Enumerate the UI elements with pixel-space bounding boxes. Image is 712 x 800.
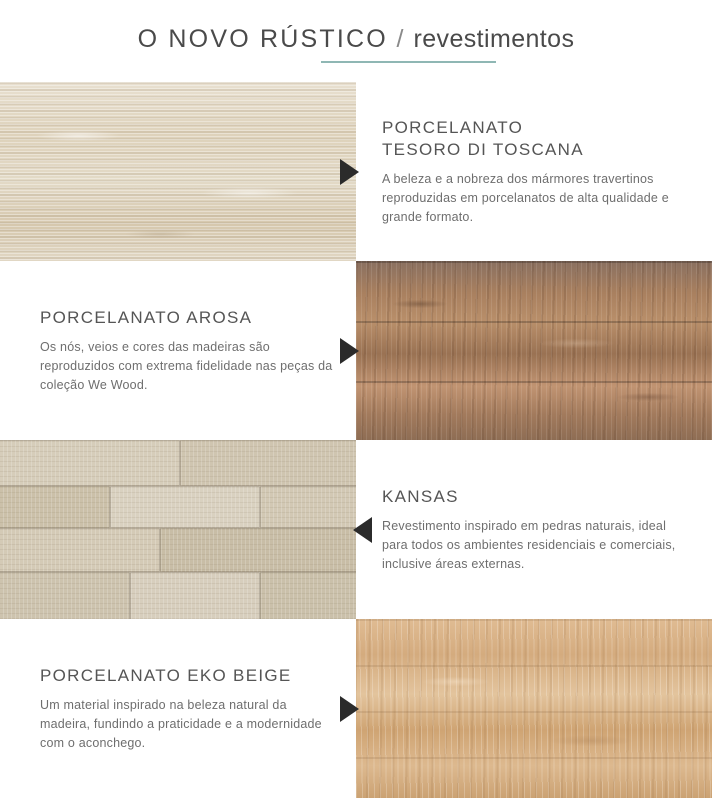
material-description: Revestimento inspirado em pedras naturais, ideal para todos os ambientes residenciais e comerciais, inclusive áreas externas. bbox=[382, 518, 676, 571]
material-text-arosa bbox=[0, 261, 356, 440]
page-header bbox=[0, 0, 712, 82]
material-title bbox=[40, 665, 334, 687]
travertine-texture-swatch bbox=[0, 82, 356, 261]
page-title-sub: revestimentos bbox=[413, 25, 575, 53]
material-title-line1: PORCELANATO EKO BEIGE bbox=[40, 665, 292, 685]
content-row bbox=[0, 82, 712, 261]
stone-brick bbox=[0, 528, 160, 572]
material-title-line1: PORCELANATO bbox=[382, 117, 524, 137]
material-description: A beleza e a nobreza dos mármores travertinos reproduzidas em porcelanatos de alta qualidade e grande formato. bbox=[382, 171, 669, 224]
material-text-kansas bbox=[356, 440, 712, 619]
stone-brick bbox=[110, 486, 260, 528]
pointer-arrow-icon bbox=[340, 696, 359, 722]
content-row bbox=[0, 440, 712, 619]
material-title-line1: KANSAS bbox=[382, 486, 459, 506]
pointer-arrow-icon bbox=[340, 159, 359, 185]
stone-brick bbox=[260, 486, 356, 528]
material-image-eko-beige bbox=[356, 619, 712, 798]
stone-brick bbox=[0, 486, 110, 528]
stone-brick bbox=[180, 440, 356, 486]
material-title-line1: PORCELANATO AROSA bbox=[40, 307, 253, 327]
pointer-arrow-icon bbox=[340, 338, 359, 364]
content-row bbox=[0, 261, 712, 440]
page-title-separator: / bbox=[396, 25, 405, 53]
material-text-eko-beige bbox=[0, 619, 356, 798]
stone-brick bbox=[260, 572, 356, 619]
material-image-tesoro-di-toscana bbox=[0, 82, 356, 261]
material-title bbox=[382, 117, 686, 161]
pointer-arrow-icon bbox=[353, 517, 372, 543]
stone-brick bbox=[0, 440, 180, 486]
stone-brick bbox=[160, 528, 356, 572]
stone-brick bbox=[0, 572, 130, 619]
material-image-kansas bbox=[0, 440, 356, 619]
material-title-line2: TESORO DI TOSCANA bbox=[382, 139, 584, 159]
material-text-tesoro-di-toscana bbox=[356, 82, 712, 261]
title-underline-rule bbox=[321, 61, 496, 63]
page-title-main: O NOVO RÚSTICO bbox=[137, 25, 388, 53]
material-description: Um material inspirado na beleza natural da madeira, fundindo a praticidade e a modernidade com o aconchego. bbox=[40, 697, 322, 750]
stone-texture-swatch bbox=[0, 440, 356, 619]
material-description: Os nós, veios e cores das madeiras são reproduzidos com extrema fidelidade nas peças da coleção We Wood. bbox=[40, 339, 333, 392]
material-title bbox=[40, 307, 334, 329]
stone-brick bbox=[130, 572, 260, 619]
oak-wood-texture-swatch bbox=[356, 619, 712, 798]
rustic-wood-texture-swatch bbox=[356, 261, 712, 440]
material-title bbox=[382, 486, 686, 508]
material-image-arosa bbox=[356, 261, 712, 440]
page-title bbox=[138, 25, 575, 54]
content-row bbox=[0, 619, 712, 798]
